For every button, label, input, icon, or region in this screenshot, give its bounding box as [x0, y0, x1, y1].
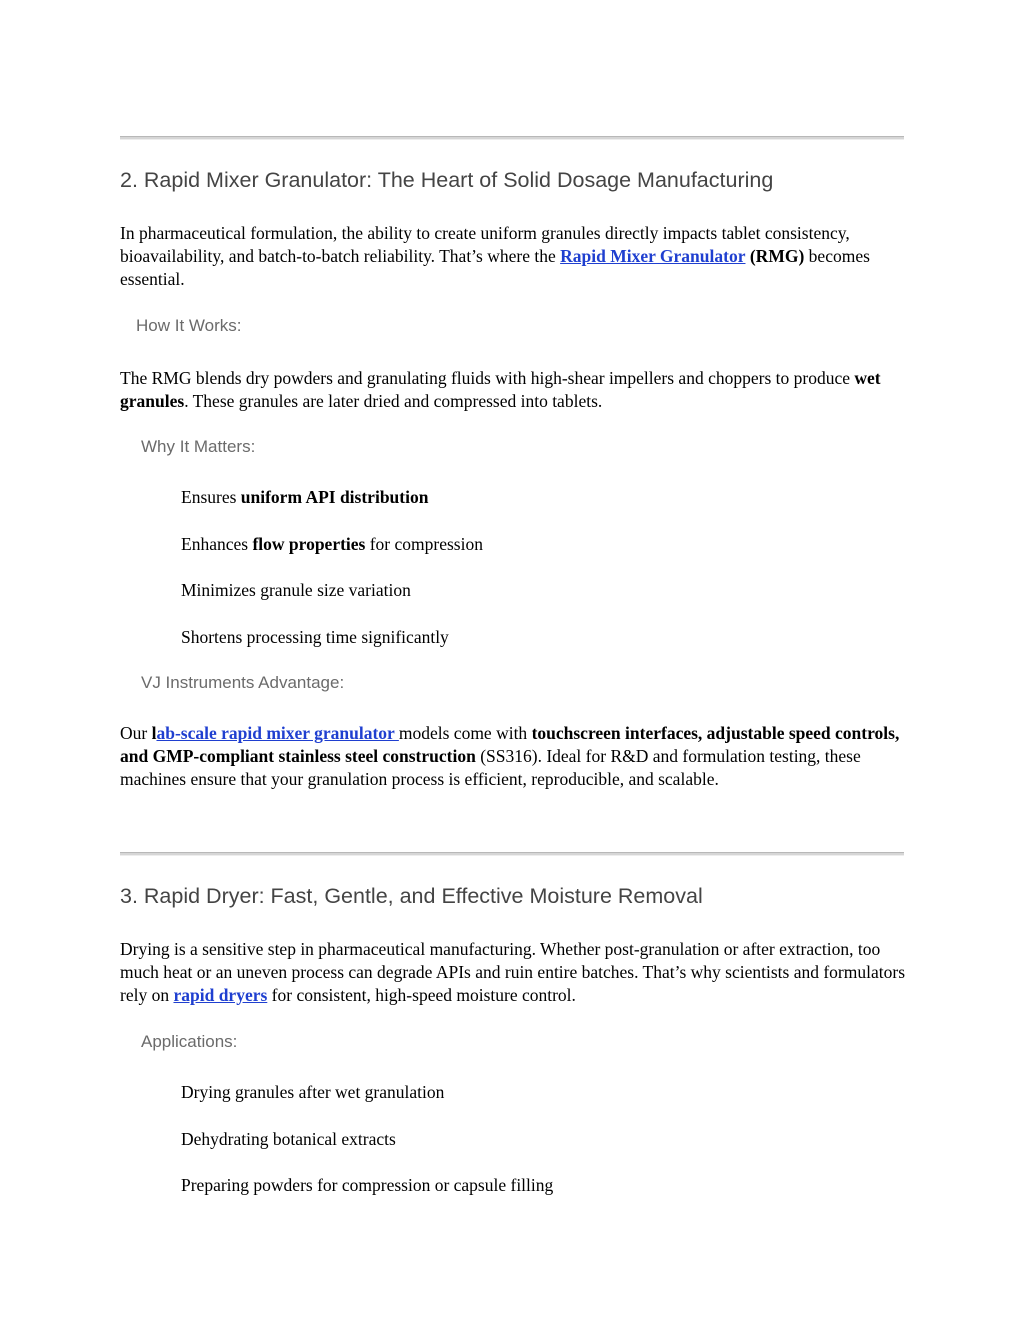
text-span: Our — [120, 723, 152, 743]
bold-letter: l — [151, 723, 157, 743]
section-heading-rapid-dryer: 3. Rapid Dryer: Fast, Gentle, and Effective Moisture Removal — [120, 884, 703, 908]
rapid-dryers-link[interactable]: rapid dryers — [173, 985, 268, 1005]
lab-scale-rmg-link[interactable]: ab-scale rapid mixer granulator — [156, 723, 399, 743]
text-span: Shortens processing time significantly — [181, 627, 449, 647]
vj-advantage-heading: VJ Instruments Advantage: — [141, 673, 345, 692]
text-span: becomes essential. — [120, 246, 870, 289]
how-it-works-heading: How It Works: — [136, 316, 242, 335]
text-span: In pharmaceutical formulation, the ability to create uniform granules directly impacts tablet consistency, bioavailability, and batch-to-batch reliability. That’s where the — [120, 223, 850, 266]
text-span: Enhances — [181, 534, 253, 554]
list-item — [181, 626, 449, 649]
list-item: Dehydrating botanical extracts — [181, 1129, 396, 1149]
list-item: Preparing powders for compression or capsule filling — [181, 1175, 554, 1195]
text-span: The RMG blends dry powders and granulating fluids with high-shear impellers and choppers to produce — [120, 368, 855, 388]
text-span: Ensures — [181, 487, 241, 507]
section-divider — [120, 852, 904, 856]
list-item: Drying granules after wet granulation — [181, 1082, 445, 1102]
bold-term: wet granules — [120, 368, 881, 411]
text-span: for compression — [365, 534, 483, 554]
text-span: Minimizes granule size variation — [181, 580, 411, 600]
section-heading-rmg: 2. Rapid Mixer Granulator: The Heart of Solid Dosage Manufacturing — [120, 168, 774, 192]
list-item — [181, 486, 428, 509]
list-item — [181, 533, 483, 556]
text-span: Drying is a sensitive step in pharmaceutical manufacturing. Whether post-granulation or after extraction, too much heat or an uneven process can degrade APIs and ruin entire batches. That’s why scientists and formulators rely on — [120, 939, 906, 1005]
rapid-mixer-granulator-link[interactable]: Rapid Mixer Granulator — [560, 246, 746, 266]
list-item — [181, 579, 411, 602]
rapid-dryer-intro-paragraph — [120, 938, 910, 1007]
text-span: (SS316). Ideal for R&D and formulation testing, these machines ensure that your granulation process is efficient, reproducible, and scalable. — [120, 746, 861, 789]
how-it-works-paragraph — [120, 367, 910, 413]
text-span: . These granules are later dried and compressed into tablets. — [184, 391, 603, 411]
vj-advantage-paragraph — [120, 722, 910, 791]
rmg-intro-paragraph — [120, 222, 910, 291]
section-divider — [120, 136, 904, 140]
bold-features: touchscreen interfaces, adjustable speed controls, and GMP-compliant stainless steel construction — [120, 723, 900, 766]
applications-heading: Applications: — [141, 1032, 238, 1051]
why-it-matters-heading: Why It Matters: — [141, 437, 256, 456]
bold-term: flow properties — [252, 534, 366, 554]
rmg-abbrev: (RMG) — [749, 246, 805, 266]
bold-term: uniform API distribution — [240, 487, 429, 507]
text-span: for consistent, high-speed moisture control. — [267, 985, 576, 1005]
text-span: models come with — [398, 723, 532, 743]
